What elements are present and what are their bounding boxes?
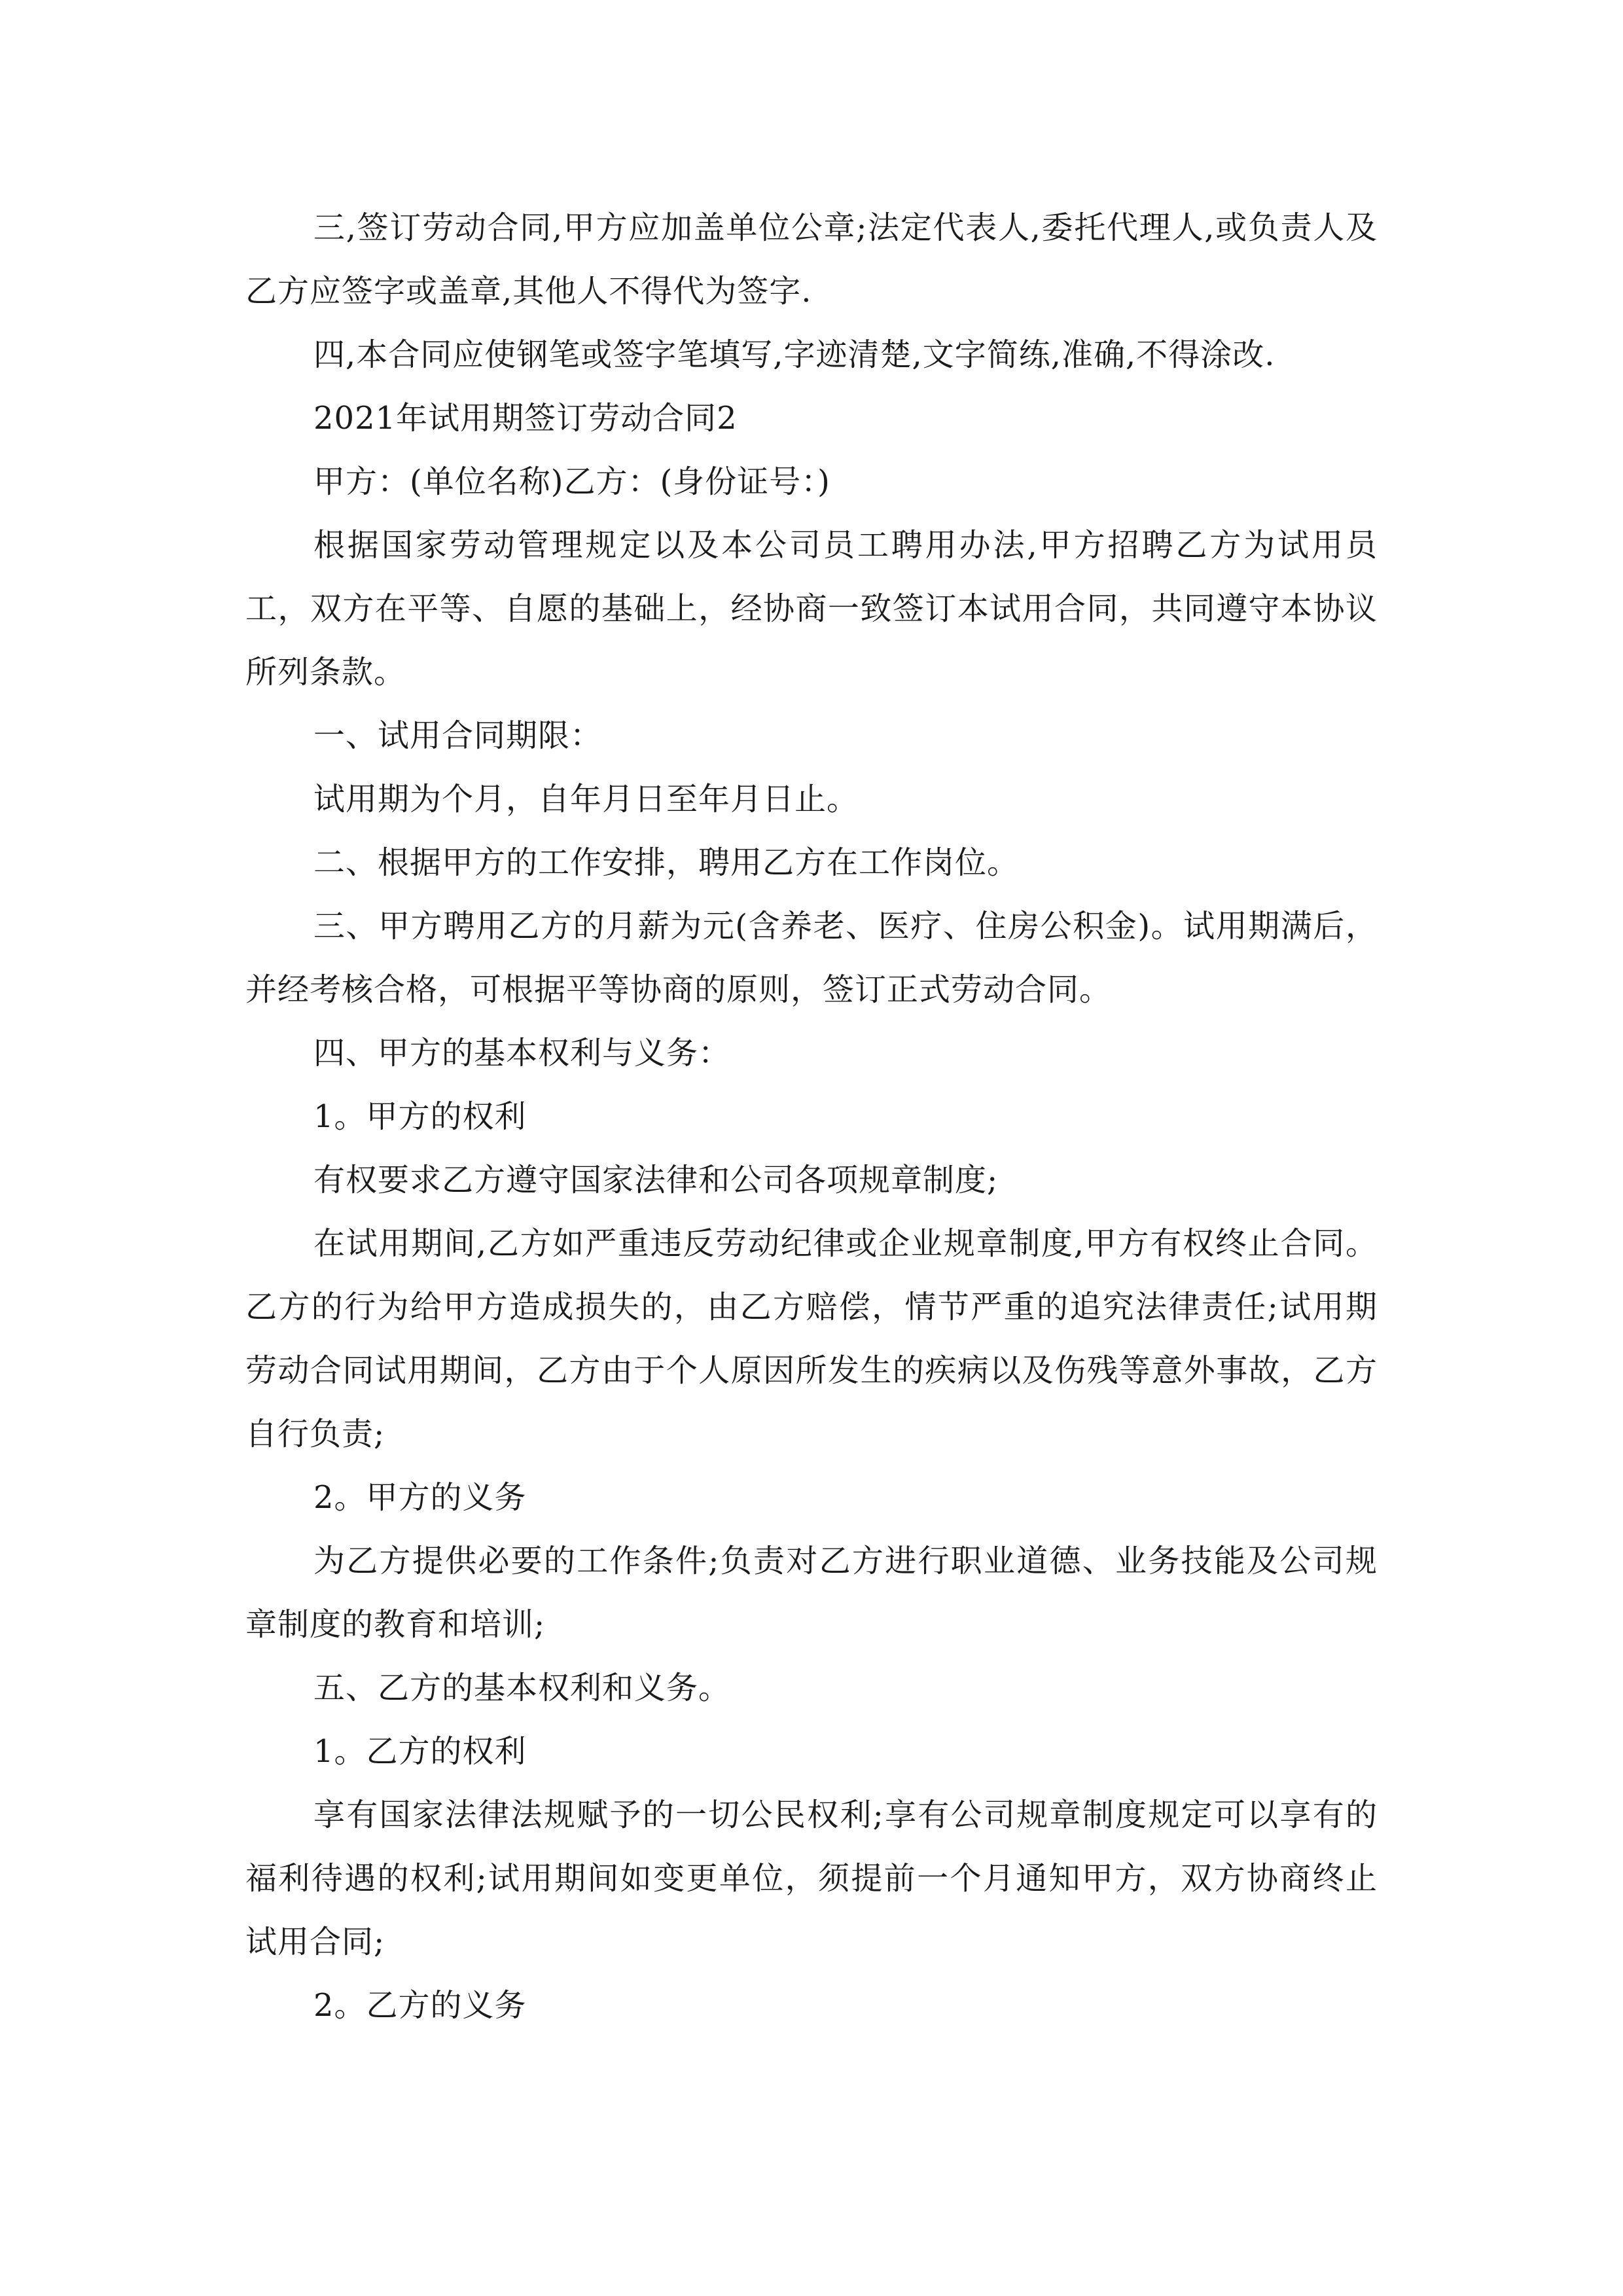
paragraph-party-a-right-1: 有权要求乙方遵守国家法律和公司各项规章制度; bbox=[313, 1162, 999, 1198]
paragraph-term: 试用期为个月，自年月日至年月日止。 bbox=[313, 781, 859, 817]
paragraph-party-b-right-1: 享有国家法律法规赋予的一切公民权利;享有公司规章制度规定可以享有的福利待遇的权利;试用期间如变更单位，须提前一个月通知甲方，双方协商终止试用合同; bbox=[245, 1797, 1378, 1960]
heading-party-b-rights-duties: 五、乙方的基本权利和义务。 bbox=[313, 1670, 731, 1706]
paragraph-clause-4-writing: 四,本合同应使钢笔或签字笔填写,字迹清楚,文字简练,准确,不得涂改. bbox=[313, 336, 1275, 373]
paragraph-party-a-right-2: 在试用期间,乙方如严重违反劳动纪律或企业规章制度,甲方有权终止合同。乙方的行为给甲方造成损失的，由乙方赔偿，情节严重的追究法律责任;试用期劳动合同试用期间，乙方由于个人原因所发生的疾病以及伤残等意外事故，乙方自行负责; bbox=[245, 1225, 1378, 1452]
paragraph-preamble: 根据国家劳动管理规定以及本公司员工聘用办法,甲方招聘乙方为试用员工，双方在平等、自愿的基础上，经协商一致签订本试用合同，共同遵守本协议所列条款。 bbox=[245, 527, 1378, 691]
subheading-party-b-rights: 1。乙方的权利 bbox=[313, 1733, 527, 1770]
document-body bbox=[245, 196, 1378, 2037]
paragraph-position: 二、根据甲方的工作安排，聘用乙方在工作岗位。 bbox=[313, 844, 1020, 881]
contract-title: 2021年试用期签订劳动合同2 bbox=[313, 400, 738, 437]
heading-party-a-rights-duties: 四、甲方的基本权利与义务： bbox=[313, 1035, 731, 1071]
subheading-party-b-duties: 2。乙方的义务 bbox=[313, 1987, 527, 2024]
parties-line: 甲方：(单位名称)乙方：(身份证号：) bbox=[313, 463, 830, 500]
heading-term: 一、试用合同期限： bbox=[313, 717, 603, 754]
subheading-party-a-duties: 2。甲方的义务 bbox=[313, 1479, 527, 1516]
paragraph-salary: 三、甲方聘用乙方的月薪为元(含养老、医疗、住房公积金)。试用期满后，并经考核合格，可根据平等协商的原则，签订正式劳动合同。 bbox=[245, 908, 1378, 1008]
paragraph-clause-3-signing: 三,签订劳动合同,甲方应加盖单位公章;法定代表人,委托代理人,或负责人及乙方应签字或盖章,其他人不得代为签字. bbox=[245, 209, 1378, 310]
paragraph-party-a-duty-1: 为乙方提供必要的工作条件;负责对乙方进行职业道德、业务技能及公司规章制度的教育和培训; bbox=[245, 1543, 1378, 1643]
subheading-party-a-rights: 1。甲方的权利 bbox=[313, 1098, 527, 1135]
